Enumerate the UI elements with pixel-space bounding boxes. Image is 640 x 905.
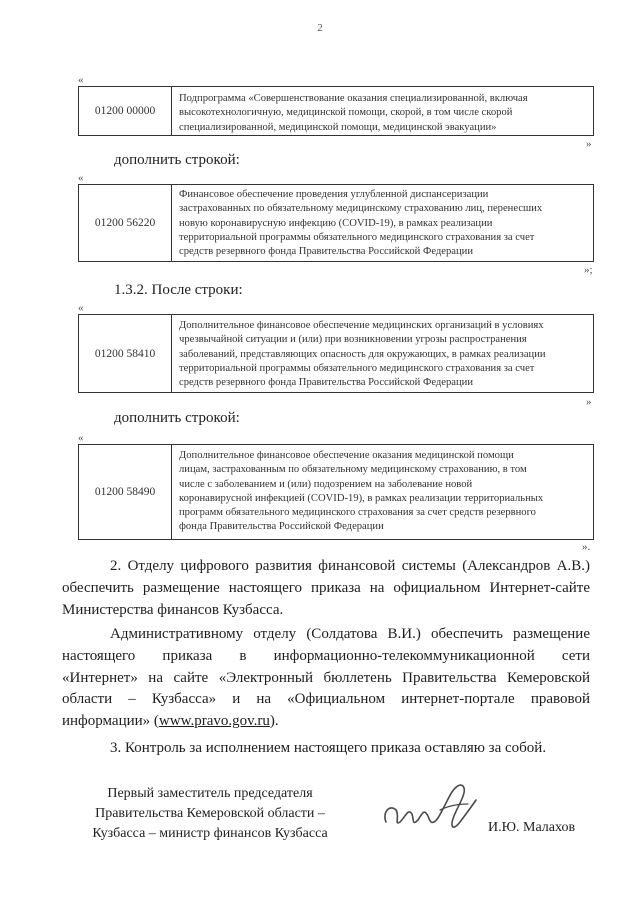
para-line: настоящего приказа в информационно-телекоммуникационной сети bbox=[62, 647, 590, 664]
handwritten-signature bbox=[378, 770, 488, 840]
para-line: «Интернет» на сайте «Электронный бюллетень Правительства Кемеровской bbox=[62, 669, 590, 686]
signatory-line: Кузбасса – министр финансов Кузбасса bbox=[92, 826, 328, 841]
table-row bbox=[78, 444, 594, 540]
para-line: Административному отделу (Солдатова В.И.) обеспечить размещение bbox=[110, 626, 590, 642]
signatory-title bbox=[60, 784, 360, 844]
row-desc-line: территориальной программы обязательного медицинского страхования за счет bbox=[179, 231, 535, 243]
paragraph-2 bbox=[62, 556, 590, 621]
table-row bbox=[78, 314, 594, 393]
quote-close: »; bbox=[584, 264, 593, 276]
signatory-line: Первый заместитель председателя bbox=[107, 786, 313, 801]
quote-open: « bbox=[78, 432, 84, 444]
row-desc-line: Дополнительное финансовое обеспечение медицинских организаций в условиях bbox=[179, 320, 544, 331]
quote-close: » bbox=[586, 396, 592, 408]
row-code: 01200 00000 bbox=[79, 87, 172, 135]
para-line bbox=[62, 711, 590, 733]
quote-open: « bbox=[78, 302, 84, 314]
row-desc-line: чрезвычайной ситуации и (или) при возникновении угрозы распространения bbox=[179, 334, 527, 346]
quote-close: » bbox=[586, 138, 592, 150]
para-line: 2. Отделу цифрового развития финансовой системы (Александров А.В.) bbox=[110, 558, 590, 574]
row-desc-line: числе с заболеванием и (или) подозрением на заболевание новой bbox=[179, 478, 473, 490]
signatory-line: Правительства Кемеровской области – bbox=[95, 806, 325, 821]
row-code: 01200 58490 bbox=[79, 445, 172, 539]
paragraph-3: 3. Контроль за исполнением настоящего приказа оставляю за собой. bbox=[110, 740, 547, 756]
row-desc-line: лицам, застрахованным по обязательному медицинскому страхованию, в том bbox=[179, 464, 527, 476]
row-desc-line: специализированной, медицинской помощи, медицинской эвакуации» bbox=[179, 121, 497, 133]
pravo-link[interactable]: www.pravo.gov.ru bbox=[158, 713, 270, 730]
row-code: 01200 56220 bbox=[79, 185, 172, 261]
section-label: дополнить строкой: bbox=[114, 152, 240, 168]
row-desc-line: программ обязательного медицинского страхования за счет средств резервного bbox=[179, 507, 536, 519]
row-desc-line: Финансовое обеспечение проведения углубленной диспансеризации bbox=[179, 189, 489, 200]
para-line: Министерства финансов Кузбасса. bbox=[62, 601, 284, 618]
table-row bbox=[78, 184, 594, 262]
section-label: 1.3.2. После строки: bbox=[114, 282, 243, 298]
section-label: дополнить строкой: bbox=[114, 410, 240, 426]
paragraph-admin bbox=[62, 624, 590, 733]
quote-open: « bbox=[78, 172, 84, 184]
para-line: обеспечить размещение настоящего приказа на официальном Интернет-сайте bbox=[62, 579, 590, 596]
row-desc-line: территориальной программы обязательного медицинского страхования за счет bbox=[179, 362, 535, 374]
para-line: области – Кузбасса» и на «Официальном интернет-портале правовой bbox=[62, 691, 590, 708]
row-desc-line: Дополнительное финансовое обеспечение оказания медицинской помощи bbox=[179, 450, 514, 461]
row-desc-line: высокотехнологичную, медицинской помощи, скорой, в том числе скорой bbox=[179, 107, 513, 119]
row-desc-line: средств резервного фонда Правительства Российской Федерации bbox=[179, 377, 474, 389]
quote-open: « bbox=[78, 74, 84, 86]
para-text: информации» ( bbox=[62, 713, 159, 730]
row-desc-line: застрахованных по обязательному медицинскому страхованию лиц, перенесших bbox=[179, 203, 543, 215]
page-number: 2 bbox=[317, 22, 323, 34]
row-desc-line: заболеваний, представляющих опасность для окружающих, в рамках реализации bbox=[179, 348, 546, 360]
quote-close: ». bbox=[582, 541, 591, 553]
row-desc-line: средств резервного фонда Правительства Российской Федерации bbox=[179, 246, 474, 258]
row-desc-line: новую коронавирусную инфекцию (COVID-19), в рамках реализации bbox=[179, 217, 493, 229]
row-desc-line: фонда Правительства Российской Федерации bbox=[179, 521, 384, 533]
row-code: 01200 58410 bbox=[79, 315, 172, 392]
signatory-name: И.Ю. Малахов bbox=[488, 820, 576, 835]
para-text: ). bbox=[269, 713, 279, 730]
table-row bbox=[78, 86, 594, 136]
row-desc-line: Подпрограмма «Совершенствование оказания специализированной, включая bbox=[179, 93, 528, 104]
row-desc-line: коронавирусной инфекцией (COVID-19), в рамках реализации территориальных bbox=[179, 492, 544, 504]
